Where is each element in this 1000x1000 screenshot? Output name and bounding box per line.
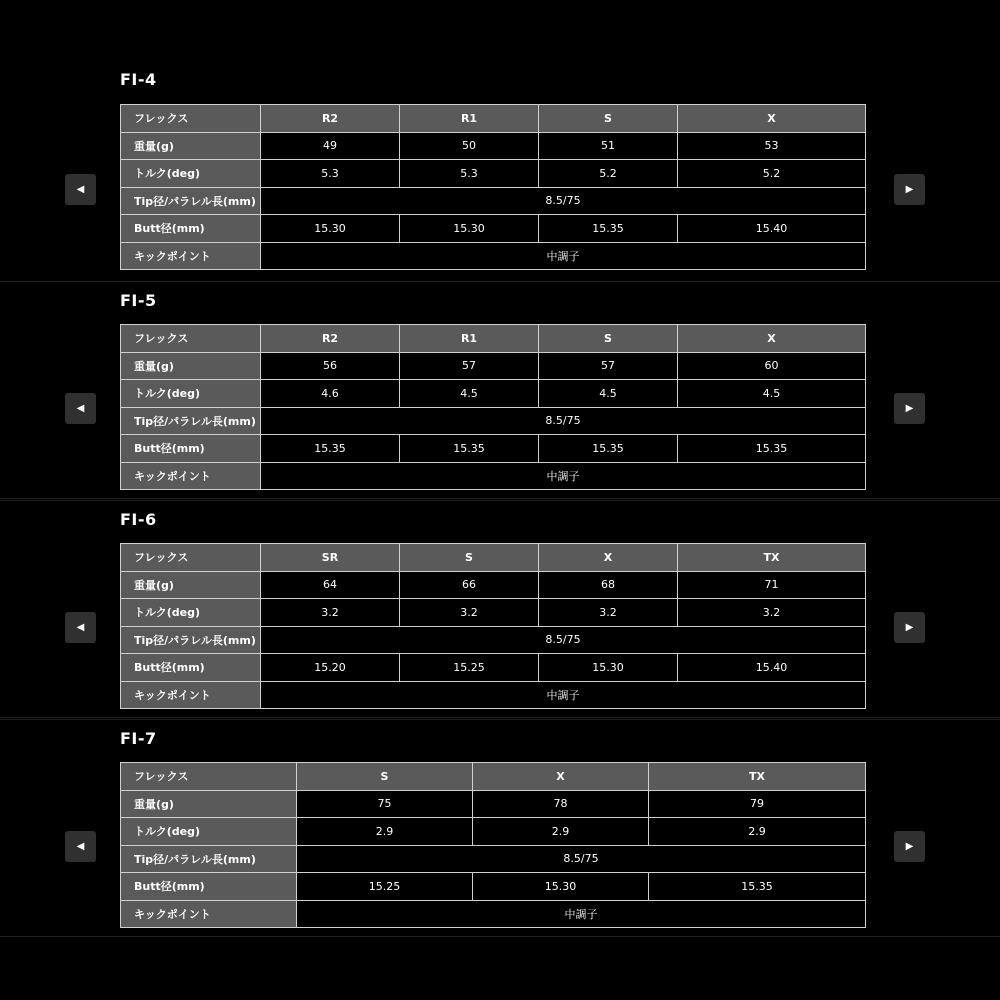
- row-header: キックポイント: [121, 462, 261, 490]
- table-cell: 15.20: [261, 654, 400, 682]
- row-header: Tip径/パラレル長(mm): [121, 626, 261, 654]
- spec-table: [120, 104, 866, 270]
- table-cell: 15.35: [649, 873, 866, 901]
- spec-table: [120, 324, 866, 490]
- table-cell: 2.9: [297, 818, 473, 846]
- table-cell: 5.2: [678, 160, 866, 188]
- table-cell: TX: [649, 763, 866, 791]
- next-button[interactable]: [894, 612, 925, 643]
- table-cell: 15.25: [400, 654, 539, 682]
- row-header: 重量(g): [121, 352, 261, 380]
- table-cell: S: [400, 544, 539, 572]
- table-cell: S: [539, 105, 678, 133]
- table-cell: 5.2: [539, 160, 678, 188]
- table-row-torque: [121, 599, 866, 627]
- triangle-right-icon: ▶: [905, 841, 914, 852]
- prev-button[interactable]: [65, 174, 96, 205]
- table-row-butt: [121, 654, 866, 682]
- row-header: トルク(deg): [121, 599, 261, 627]
- table-cell: S: [297, 763, 473, 791]
- table-cell: 中調子: [297, 900, 866, 928]
- table-cell: 4.5: [400, 380, 539, 408]
- spec-section-fi-7: [0, 719, 1000, 937]
- table-cell: 中調子: [261, 462, 866, 490]
- table-row-flex: [121, 105, 866, 133]
- table-row-torque: [121, 160, 866, 188]
- spec-section-fi-4: [0, 0, 1000, 263]
- table-cell: 8.5/75: [261, 626, 866, 654]
- table-row-kickpoint: [121, 681, 866, 709]
- row-header: フレックス: [121, 325, 261, 353]
- table-cell: 5.3: [400, 160, 539, 188]
- table-cell: 15.30: [539, 654, 678, 682]
- table-cell: R1: [400, 105, 539, 133]
- table-row-weight: [121, 571, 866, 599]
- spec-table: [120, 762, 866, 928]
- table-row-butt: [121, 873, 866, 901]
- table-cell: 15.30: [473, 873, 649, 901]
- table-cell: 2.9: [473, 818, 649, 846]
- table-cell: X: [473, 763, 649, 791]
- row-header: トルク(deg): [121, 160, 261, 188]
- table-cell: 51: [539, 132, 678, 160]
- table-cell: TX: [678, 544, 866, 572]
- table-cell: 中調子: [261, 681, 866, 709]
- table-row-kickpoint: [121, 242, 866, 270]
- table-cell: SR: [261, 544, 400, 572]
- table-cell: 3.2: [261, 599, 400, 627]
- table-cell: 2.9: [649, 818, 866, 846]
- table-cell: X: [678, 105, 866, 133]
- row-header: Tip径/パラレル長(mm): [121, 845, 297, 873]
- table-cell: 57: [539, 352, 678, 380]
- row-header: トルク(deg): [121, 818, 297, 846]
- table-cell: 49: [261, 132, 400, 160]
- table-row-weight: [121, 352, 866, 380]
- table-row-butt: [121, 435, 866, 463]
- table-cell: 79: [649, 790, 866, 818]
- table-cell: 68: [539, 571, 678, 599]
- table-row-kickpoint: [121, 900, 866, 928]
- row-header: フレックス: [121, 763, 297, 791]
- table-cell: R1: [400, 325, 539, 353]
- table-cell: 57: [400, 352, 539, 380]
- table-cell: 15.30: [261, 215, 400, 243]
- table-row-torque: [121, 818, 866, 846]
- table-cell: R2: [261, 325, 400, 353]
- table-cell: 15.35: [261, 435, 400, 463]
- row-header: Butt径(mm): [121, 873, 297, 901]
- table-row-tip: [121, 407, 866, 435]
- table-row-flex: [121, 763, 866, 791]
- table-cell: 56: [261, 352, 400, 380]
- table-cell: 15.35: [539, 215, 678, 243]
- table-row-torque: [121, 380, 866, 408]
- table-cell: R2: [261, 105, 400, 133]
- triangle-left-icon: ◀: [76, 184, 85, 195]
- spec-section-fi-5: [0, 281, 1000, 499]
- row-header: 重量(g): [121, 571, 261, 599]
- row-header: 重量(g): [121, 132, 261, 160]
- spec-section-fi-6: [0, 500, 1000, 718]
- row-header: Butt径(mm): [121, 654, 261, 682]
- table-cell: 78: [473, 790, 649, 818]
- table-row-flex: [121, 544, 866, 572]
- table-cell: 60: [678, 352, 866, 380]
- table-cell: 15.30: [400, 215, 539, 243]
- table-cell: 71: [678, 571, 866, 599]
- table-row-tip: [121, 187, 866, 215]
- table-row-weight: [121, 790, 866, 818]
- table-cell: 3.2: [678, 599, 866, 627]
- triangle-left-icon: ◀: [76, 403, 85, 414]
- table-cell: 75: [297, 790, 473, 818]
- next-button[interactable]: [894, 393, 925, 424]
- table-cell: 15.25: [297, 873, 473, 901]
- table-cell: 64: [261, 571, 400, 599]
- table-cell: 15.40: [678, 654, 866, 682]
- spec-table: [120, 543, 866, 709]
- table-cell: 15.35: [539, 435, 678, 463]
- row-header: Tip径/パラレル長(mm): [121, 187, 261, 215]
- table-cell: 53: [678, 132, 866, 160]
- table-row-weight: [121, 132, 866, 160]
- table-cell: 4.5: [539, 380, 678, 408]
- table-cell: S: [539, 325, 678, 353]
- table-cell: 8.5/75: [297, 845, 866, 873]
- table-row-flex: [121, 325, 866, 353]
- table-cell: 50: [400, 132, 539, 160]
- table-cell: 15.35: [400, 435, 539, 463]
- table-cell: 4.5: [678, 380, 866, 408]
- table-cell: 4.6: [261, 380, 400, 408]
- table-cell: 8.5/75: [261, 407, 866, 435]
- prev-button[interactable]: [65, 393, 96, 424]
- row-header: フレックス: [121, 544, 261, 572]
- triangle-right-icon: ▶: [905, 403, 914, 414]
- section-title: FI-6: [120, 510, 157, 529]
- row-header: Tip径/パラレル長(mm): [121, 407, 261, 435]
- section-title: FI-5: [120, 291, 157, 310]
- triangle-right-icon: ▶: [905, 622, 914, 633]
- table-row-tip: [121, 845, 866, 873]
- table-cell: 15.40: [678, 215, 866, 243]
- triangle-left-icon: ◀: [76, 622, 85, 633]
- table-cell: 5.3: [261, 160, 400, 188]
- row-header: キックポイント: [121, 900, 297, 928]
- section-title: FI-7: [120, 729, 157, 748]
- table-cell: 66: [400, 571, 539, 599]
- section-title: FI-4: [120, 70, 157, 89]
- row-header: キックポイント: [121, 681, 261, 709]
- table-cell: X: [539, 544, 678, 572]
- next-button[interactable]: [894, 174, 925, 205]
- table-row-tip: [121, 626, 866, 654]
- table-row-kickpoint: [121, 462, 866, 490]
- row-header: Butt径(mm): [121, 215, 261, 243]
- row-header: キックポイント: [121, 242, 261, 270]
- triangle-right-icon: ▶: [905, 184, 914, 195]
- table-cell: X: [678, 325, 866, 353]
- row-header: フレックス: [121, 105, 261, 133]
- table-cell: 3.2: [400, 599, 539, 627]
- table-cell: 15.35: [678, 435, 866, 463]
- row-header: Butt径(mm): [121, 435, 261, 463]
- table-cell: 中調子: [261, 242, 866, 270]
- table-cell: 8.5/75: [261, 187, 866, 215]
- row-header: トルク(deg): [121, 380, 261, 408]
- next-button[interactable]: [894, 831, 925, 862]
- triangle-left-icon: ◀: [76, 841, 85, 852]
- prev-button[interactable]: [65, 831, 96, 862]
- prev-button[interactable]: [65, 612, 96, 643]
- table-row-butt: [121, 215, 866, 243]
- row-header: 重量(g): [121, 790, 297, 818]
- table-cell: 3.2: [539, 599, 678, 627]
